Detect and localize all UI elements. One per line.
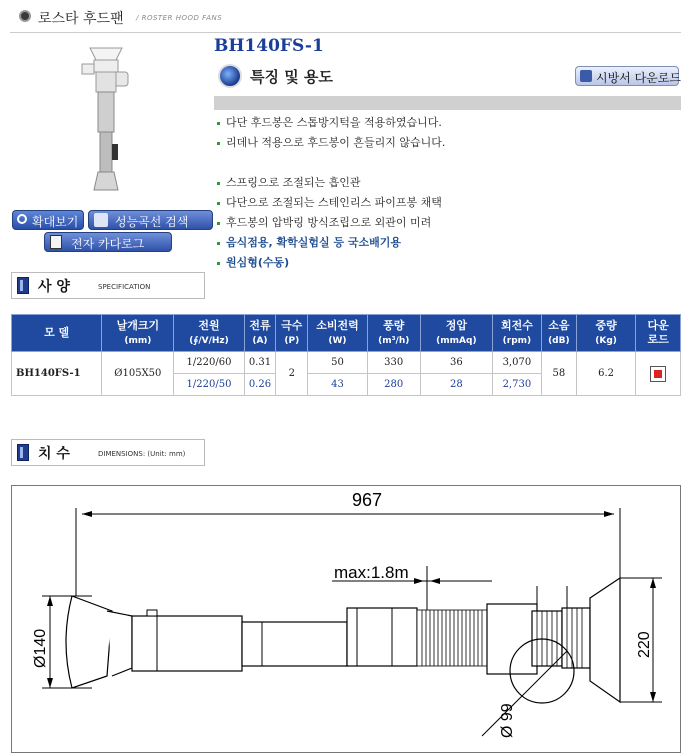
- feature-item: 리데나 적용으로 후드봉이 흔들리지 않습니다.: [217, 134, 445, 150]
- zoom-button[interactable]: [12, 210, 84, 230]
- cell-power: 1/220/60: [174, 352, 244, 374]
- dim-head-diameter: Ø140: [32, 628, 49, 668]
- spec-download-button[interactable]: [575, 66, 679, 86]
- cell-flow: 330: [367, 352, 420, 374]
- dim-max-stroke: max:1.8m: [334, 563, 409, 582]
- cell-current: 0.31: [244, 352, 276, 374]
- cell-rpm: 2,730: [492, 374, 541, 396]
- dim-total-length: 967: [351, 490, 383, 510]
- e-catalog-button[interactable]: [44, 232, 172, 252]
- cell-model: BH140FS-1: [12, 352, 102, 396]
- col-header-blade: 날개크기 (mm): [102, 315, 174, 352]
- cell-blade: Ø105X50: [102, 352, 174, 396]
- cell-pressure: 36: [420, 352, 492, 374]
- dimensions-section-header: [11, 439, 205, 466]
- pdf-download-icon[interactable]: [650, 366, 666, 382]
- section-icon: [17, 444, 29, 461]
- feature-item: 음식점용, 확학실험실 등 국소배기용: [217, 234, 401, 250]
- col-header-noise: 소음 (dB): [541, 315, 576, 352]
- col-header-current: 전류 (A): [244, 315, 276, 352]
- spec-table-header-row: [12, 315, 681, 352]
- col-header-power: 전원 (∮/V/Hz): [174, 315, 244, 352]
- cell-watt: 43: [308, 374, 367, 396]
- product-image[interactable]: [76, 46, 136, 196]
- e-catalog-label: 전자 카다로그: [71, 237, 145, 251]
- spec-download-label: 시방서 다운로드: [596, 71, 681, 85]
- dimensions-section-subtitle: DIMENSIONS: (Unit: mm): [98, 450, 186, 458]
- page-title: 로스타 후드팬: [38, 11, 124, 27]
- spec-section-subtitle: SPECIFICATION: [98, 283, 151, 291]
- feature-item: 다단으로 조절되는 스테인리스 파이프봉 채택: [217, 194, 442, 210]
- section-icon: [17, 277, 29, 294]
- dim-height: 220: [636, 631, 653, 658]
- magnifier-icon: [17, 214, 27, 224]
- dimension-drawing-frame: [11, 485, 681, 753]
- cell-pressure: 28: [420, 374, 492, 396]
- col-header-poles: 극수 (P): [276, 315, 308, 352]
- header-divider: [10, 32, 681, 33]
- col-header-watt: 소비전력 (W): [308, 315, 367, 352]
- catalog-icon: [50, 235, 62, 249]
- feature-item: 다단 후드봉은 스톱방지턱을 적용하였습니다.: [217, 114, 442, 130]
- cell-noise: 58: [541, 352, 576, 396]
- feature-item: 원심형(수동): [217, 254, 289, 270]
- dimensions-section-title: 치 수: [38, 446, 70, 462]
- cell-download[interactable]: [636, 352, 681, 396]
- document-icon: [580, 70, 592, 82]
- features-heading-label: 특징 및 용도: [250, 68, 333, 86]
- col-header-download: 다운 로드: [636, 315, 681, 352]
- cell-weight: 6.2: [576, 352, 635, 396]
- cell-watt: 50: [308, 352, 367, 374]
- cell-current: 0.26: [244, 374, 276, 396]
- spec-section-title: 사 양: [38, 279, 70, 295]
- cell-poles: 2: [276, 352, 308, 396]
- performance-curve-button[interactable]: [88, 210, 213, 230]
- table-row: [12, 352, 681, 374]
- disc-icon: [218, 64, 242, 88]
- zoom-button-label: 확대보기: [32, 215, 79, 229]
- cell-flow: 280: [367, 374, 420, 396]
- dim-duct-diameter: Ø 99: [499, 703, 516, 738]
- chart-icon: [94, 213, 108, 227]
- cell-rpm: 3,070: [492, 352, 541, 374]
- performance-curve-label: 성능곡선 검색: [115, 215, 189, 229]
- feature-item: 스프링으로 조절되는 흡인관: [217, 174, 361, 190]
- spec-table: [11, 314, 681, 396]
- col-header-pressure: 정압 (mmAq): [420, 315, 492, 352]
- spec-section-header: [11, 272, 205, 299]
- col-header-flow: 풍량 (m³/h): [367, 315, 420, 352]
- features-divider-bar: [214, 96, 681, 110]
- dimension-drawing: [12, 486, 680, 752]
- cell-power: 1/220/50: [174, 374, 244, 396]
- feature-item: 후드봉의 압박링 방식조립으로 외관이 미려: [217, 214, 431, 230]
- header-bullet-icon: [19, 10, 31, 22]
- product-model-title: BH140FS-1: [214, 36, 324, 56]
- page-header: [10, 6, 681, 28]
- col-header-weight: 중량 (Kg): [576, 315, 635, 352]
- page-subtitle: / ROSTER HOOD FANS: [136, 14, 223, 22]
- col-header-model: 모 델: [12, 315, 102, 352]
- col-header-rpm: 회전수 (rpm): [492, 315, 541, 352]
